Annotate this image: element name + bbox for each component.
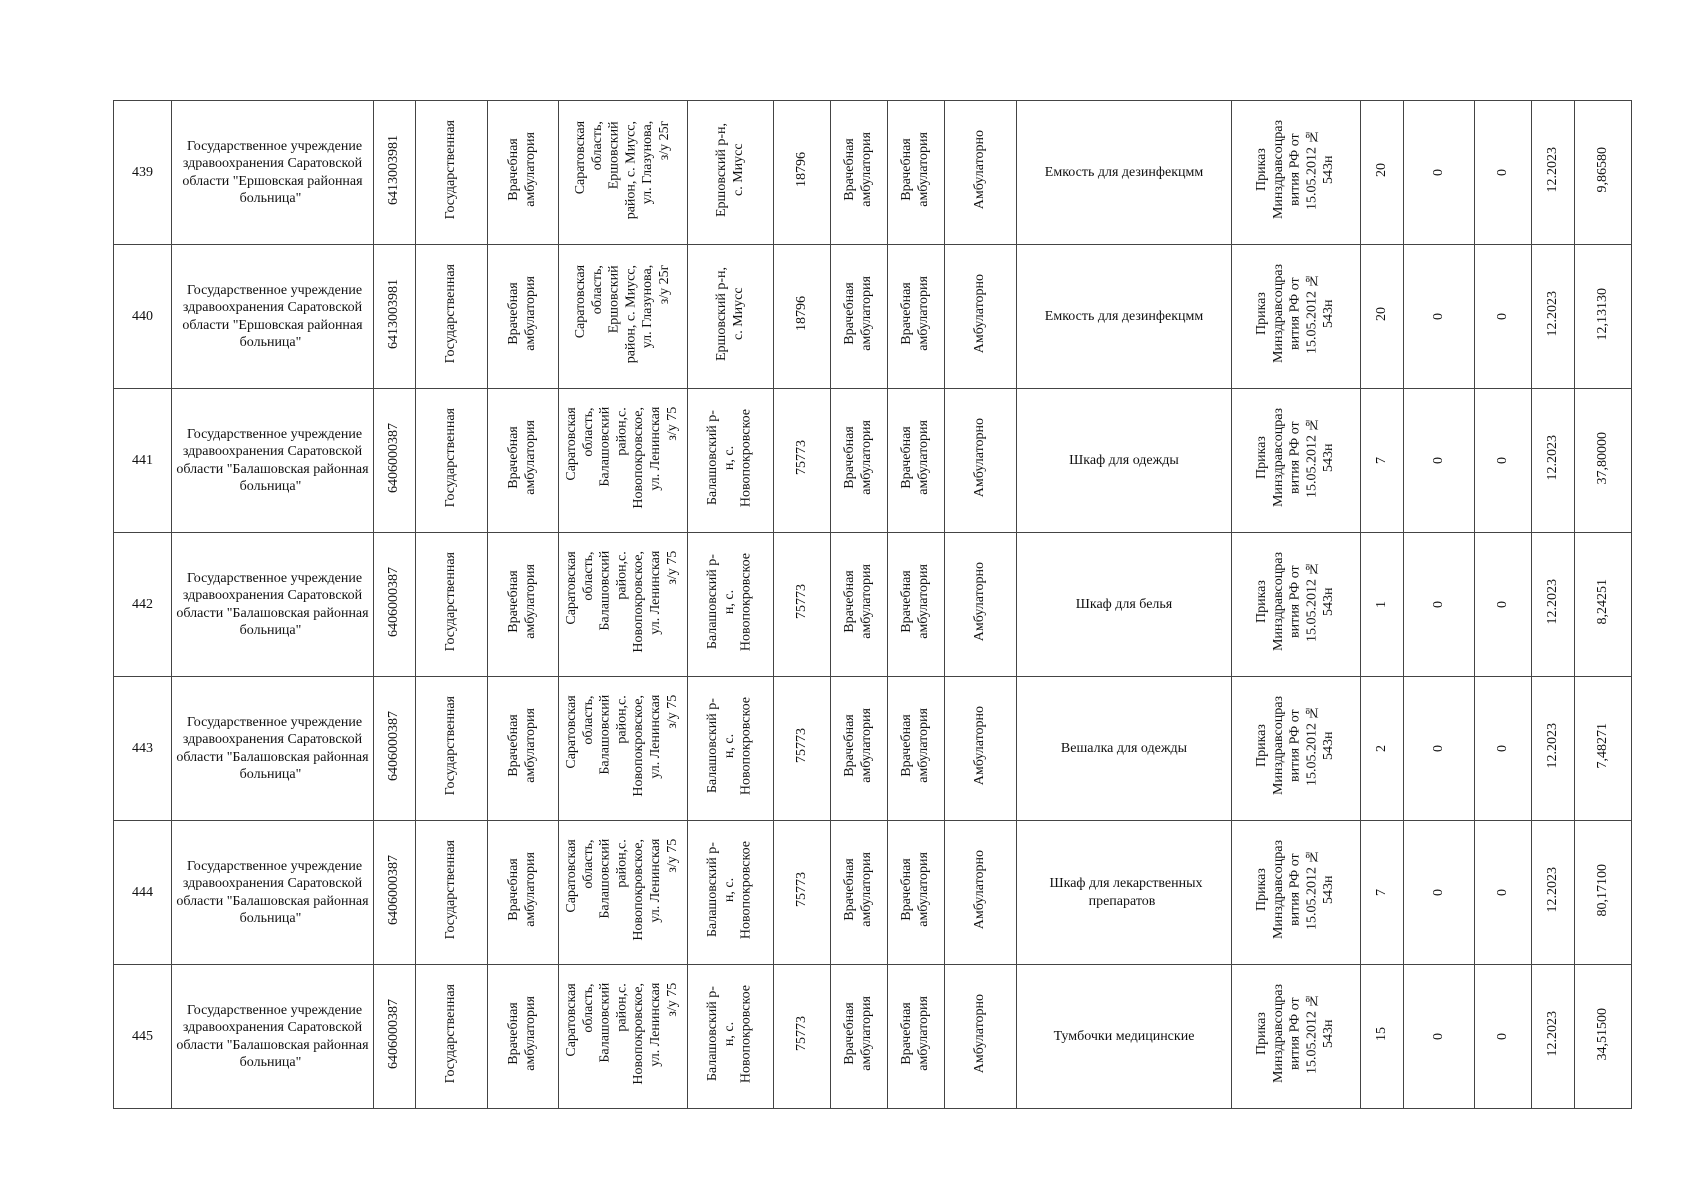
cost-value-cell (1575, 821, 1632, 965)
deficit-quantity: 0 (1494, 168, 1510, 176)
row-number-cell (114, 389, 172, 533)
equipment-table (113, 100, 1632, 1109)
equipment-name-cell (1017, 101, 1232, 245)
inn-code: 6406000387 (386, 566, 402, 637)
regulation-order: Приказ Минздравсоцраз вития РФ от 15.05.2012 № 543н (1254, 264, 1337, 364)
deficit-quantity: 0 (1494, 888, 1510, 896)
required-quantity: 20 (1373, 306, 1389, 321)
care-form: Амбулаторно (972, 130, 988, 210)
care-form-cell (945, 101, 1017, 245)
organization-name: Государственное учреждение здравоохранения Саратовской области "Балашовская районная больница" (176, 570, 369, 638)
required-quantity: 1 (1373, 600, 1389, 608)
ownership-type-cell (416, 965, 488, 1109)
table-row (114, 101, 1632, 245)
equipment-name: Шкаф для одежды (1069, 452, 1179, 468)
care-form: Амбулаторно (972, 562, 988, 642)
regulation-order: Приказ Минздравсоцраз вития РФ от 15.05.2012 № 543н (1254, 840, 1337, 940)
locality: Балашовский р- н, с. Новопокровское (705, 408, 754, 507)
oktmo-code: 75773 (793, 728, 809, 764)
delivery-date: 12.2023 (1544, 723, 1560, 769)
equipment-name: Вешалка для одежды (1060, 740, 1188, 756)
ownership-type: Государственная (443, 840, 459, 940)
cost-value: 9,86580 (1594, 147, 1610, 193)
cost-value: 37,80000 (1594, 431, 1610, 484)
available-quantity-cell (1404, 821, 1475, 965)
cost-value-cell (1575, 965, 1632, 1109)
unit-type-cell (831, 965, 888, 1109)
available-quantity: 0 (1430, 1032, 1446, 1040)
delivery-date-cell (1532, 965, 1575, 1109)
unit-type-cell (831, 677, 888, 821)
care-form-cell (945, 821, 1017, 965)
unit-subtype: Врачебная амбулатория (899, 132, 931, 208)
row-number: 445 (132, 1028, 153, 1044)
locality-cell (688, 965, 774, 1109)
locality-cell (688, 821, 774, 965)
inn-code: 6413003981 (386, 278, 402, 349)
inn-code: 6406000387 (386, 422, 402, 493)
organization-name-cell (172, 245, 374, 389)
care-form-cell (945, 245, 1017, 389)
delivery-date: 12.2023 (1544, 867, 1560, 913)
ownership-type-cell (416, 677, 488, 821)
oktmo-code: 75773 (793, 440, 809, 476)
row-number: 442 (132, 596, 153, 612)
oktmo-code: 75773 (793, 1016, 809, 1052)
cost-value-cell (1575, 101, 1632, 245)
facility-type: Врачебная амбулатория (506, 420, 538, 496)
ownership-type-cell (416, 389, 488, 533)
inn-code-cell (374, 533, 416, 677)
equipment-name: Емкость для дезинфекцмм (1044, 164, 1204, 180)
organization-name-cell (172, 677, 374, 821)
ownership-type: Государственная (443, 696, 459, 796)
available-quantity: 0 (1430, 888, 1446, 896)
locality: Балашовский р- н, с. Новопокровское (705, 840, 754, 939)
delivery-date-cell (1532, 677, 1575, 821)
ownership-type-cell (416, 101, 488, 245)
care-form-cell (945, 533, 1017, 677)
row-number-cell (114, 965, 172, 1109)
ownership-type: Государственная (443, 552, 459, 652)
facility-address: Саратовская область, Балашовский район,с. Новопокровское, ул. Ленинская з/у 75 (564, 694, 680, 797)
delivery-date: 12.2023 (1544, 435, 1560, 481)
unit-type: Врачебная амбулатория (842, 996, 874, 1072)
equipment-name-cell (1017, 245, 1232, 389)
delivery-date-cell (1532, 821, 1575, 965)
row-number-cell (114, 677, 172, 821)
regulation-order: Приказ Минздравсоцраз вития РФ от 15.05.2012 № 543н (1254, 984, 1337, 1084)
facility-type: Врачебная амбулатория (506, 852, 538, 928)
delivery-date-cell (1532, 389, 1575, 533)
facility-type: Врачебная амбулатория (506, 132, 538, 208)
oktmo-code-cell (774, 677, 831, 821)
cost-value-cell (1575, 245, 1632, 389)
facility-type-cell (488, 533, 559, 677)
required-quantity-cell (1361, 821, 1404, 965)
cost-value: 34,51500 (1594, 1007, 1610, 1060)
oktmo-code-cell (774, 245, 831, 389)
organization-name: Государственное учреждение здравоохранения Саратовской области "Ершовская районная больница" (182, 282, 363, 350)
locality: Ершовский р-н, с. Миусс (713, 266, 746, 361)
facility-address-cell (559, 677, 688, 821)
unit-type: Врачебная амбулатория (842, 420, 874, 496)
organization-name-cell (172, 389, 374, 533)
required-quantity-cell (1361, 245, 1404, 389)
deficit-quantity-cell (1475, 533, 1532, 677)
facility-address-cell (559, 101, 688, 245)
regulation-order-cell (1232, 389, 1361, 533)
available-quantity-cell (1404, 101, 1475, 245)
required-quantity-cell (1361, 101, 1404, 245)
required-quantity-cell (1361, 677, 1404, 821)
regulation-order-cell (1232, 245, 1361, 389)
cost-value: 8,24251 (1594, 579, 1610, 625)
unit-subtype: Врачебная амбулатория (899, 420, 931, 496)
unit-subtype-cell (888, 965, 945, 1109)
row-number-cell (114, 101, 172, 245)
regulation-order-cell (1232, 101, 1361, 245)
delivery-date-cell (1532, 101, 1575, 245)
organization-name: Государственное учреждение здравоохранения Саратовской области "Балашовская районная больница" (176, 1002, 369, 1070)
table-row (114, 389, 1632, 533)
facility-type: Врачебная амбулатория (506, 564, 538, 640)
locality-cell (688, 389, 774, 533)
inn-code-cell (374, 965, 416, 1109)
oktmo-code-cell (774, 533, 831, 677)
equipment-name-cell (1017, 965, 1232, 1109)
equipment-name-cell (1017, 677, 1232, 821)
unit-type: Врачебная амбулатория (842, 852, 874, 928)
organization-name: Государственное учреждение здравоохранения Саратовской области "Балашовская районная больница" (176, 858, 369, 926)
delivery-date-cell (1532, 533, 1575, 677)
row-number-cell (114, 245, 172, 389)
regulation-order-cell (1232, 821, 1361, 965)
regulation-order-cell (1232, 533, 1361, 677)
equipment-name: Шкаф для белья (1075, 596, 1173, 612)
equipment-name-cell (1017, 533, 1232, 677)
facility-address: Саратовская область, Ершовский район, с. Миусс, ул. Глазунова, з/у 25г (572, 120, 672, 219)
row-number: 439 (132, 164, 153, 180)
inn-code-cell (374, 389, 416, 533)
care-form: Амбулаторно (972, 706, 988, 786)
regulation-order: Приказ Минздравсоцраз вития РФ от 15.05.2012 № 543н (1254, 120, 1337, 220)
available-quantity: 0 (1430, 168, 1446, 176)
deficit-quantity-cell (1475, 821, 1532, 965)
facility-address-cell (559, 533, 688, 677)
unit-subtype-cell (888, 245, 945, 389)
care-form-cell (945, 965, 1017, 1109)
delivery-date: 12.2023 (1544, 579, 1560, 625)
care-form: Амбулаторно (972, 274, 988, 354)
required-quantity: 15 (1373, 1026, 1389, 1041)
unit-subtype: Врачебная амбулатория (899, 276, 931, 352)
inn-code: 6406000387 (386, 998, 402, 1069)
inn-code: 6406000387 (386, 710, 402, 781)
facility-type-cell (488, 389, 559, 533)
unit-subtype-cell (888, 677, 945, 821)
available-quantity: 0 (1430, 312, 1446, 320)
ownership-type: Государственная (443, 120, 459, 220)
facility-address: Саратовская область, Балашовский район,с. Новопокровское, ул. Ленинская з/у 75 (564, 838, 680, 941)
row-number-cell (114, 533, 172, 677)
locality: Балашовский р- н, с. Новопокровское (705, 552, 754, 651)
cost-value-cell (1575, 677, 1632, 821)
required-quantity: 7 (1373, 888, 1389, 896)
deficit-quantity: 0 (1494, 456, 1510, 464)
deficit-quantity: 0 (1494, 1032, 1510, 1040)
unit-subtype: Врачебная амбулатория (899, 708, 931, 784)
facility-address: Саратовская область, Ершовский район, с. Миусс, ул. Глазунова, з/у 25г (572, 264, 672, 363)
row-number-cell (114, 821, 172, 965)
required-quantity-cell (1361, 965, 1404, 1109)
facility-type-cell (488, 677, 559, 821)
ownership-type: Государственная (443, 408, 459, 508)
delivery-date: 12.2023 (1544, 1011, 1560, 1057)
required-quantity-cell (1361, 389, 1404, 533)
locality: Балашовский р- н, с. Новопокровское (705, 696, 754, 795)
required-quantity: 7 (1373, 456, 1389, 464)
care-form: Амбулаторно (972, 850, 988, 930)
facility-type: Врачебная амбулатория (506, 996, 538, 1072)
row-number: 444 (132, 884, 153, 900)
unit-subtype: Врачебная амбулатория (899, 564, 931, 640)
available-quantity-cell (1404, 965, 1475, 1109)
oktmo-code-cell (774, 965, 831, 1109)
organization-name-cell (172, 821, 374, 965)
available-quantity-cell (1404, 677, 1475, 821)
cost-value: 7,48271 (1594, 723, 1610, 769)
inn-code: 6413003981 (386, 134, 402, 205)
available-quantity-cell (1404, 389, 1475, 533)
delivery-date: 12.2023 (1544, 291, 1560, 337)
table-row (114, 821, 1632, 965)
unit-type-cell (831, 245, 888, 389)
deficit-quantity: 0 (1494, 744, 1510, 752)
deficit-quantity: 0 (1494, 600, 1510, 608)
table-row (114, 965, 1632, 1109)
row-number: 441 (132, 452, 153, 468)
organization-name: Государственное учреждение здравоохранения Саратовской области "Балашовская районная больница" (176, 714, 369, 782)
oktmo-code: 18796 (793, 296, 809, 332)
available-quantity: 0 (1430, 600, 1446, 608)
available-quantity: 0 (1430, 744, 1446, 752)
facility-type: Врачебная амбулатория (506, 276, 538, 352)
regulation-order-cell (1232, 965, 1361, 1109)
organization-name-cell (172, 965, 374, 1109)
cost-value-cell (1575, 533, 1632, 677)
facility-type-cell (488, 965, 559, 1109)
equipment-name-cell (1017, 821, 1232, 965)
inn-code-cell (374, 101, 416, 245)
organization-name-cell (172, 533, 374, 677)
facility-address-cell (559, 245, 688, 389)
regulation-order-cell (1232, 677, 1361, 821)
facility-address: Саратовская область, Балашовский район,с. Новопокровское, ул. Ленинская з/у 75 (564, 550, 680, 653)
equipment-name: Шкаф для лекарственных препаратов (1049, 876, 1203, 909)
deficit-quantity-cell (1475, 965, 1532, 1109)
facility-type-cell (488, 101, 559, 245)
row-number: 440 (132, 308, 153, 324)
equipment-name: Емкость для дезинфекцмм (1044, 308, 1204, 324)
facility-type: Врачебная амбулатория (506, 708, 538, 784)
oktmo-code-cell (774, 101, 831, 245)
facility-address: Саратовская область, Балашовский район,с. Новопокровское, ул. Ленинская з/у 75 (564, 406, 680, 509)
unit-type-cell (831, 389, 888, 533)
unit-type: Врачебная амбулатория (842, 132, 874, 208)
cost-value: 12,13130 (1594, 287, 1610, 340)
facility-type-cell (488, 821, 559, 965)
required-quantity: 20 (1373, 162, 1389, 177)
unit-subtype-cell (888, 389, 945, 533)
care-form: Амбулаторно (972, 418, 988, 498)
unit-subtype-cell (888, 101, 945, 245)
locality-cell (688, 533, 774, 677)
deficit-quantity-cell (1475, 677, 1532, 821)
ownership-type: Государственная (443, 264, 459, 364)
regulation-order: Приказ Минздравсоцраз вития РФ от 15.05.2012 № 543н (1254, 408, 1337, 508)
required-quantity-cell (1361, 533, 1404, 677)
table-row (114, 245, 1632, 389)
care-form-cell (945, 677, 1017, 821)
care-form: Амбулаторно (972, 994, 988, 1074)
delivery-date: 12.2023 (1544, 147, 1560, 193)
required-quantity: 2 (1373, 744, 1389, 752)
unit-type: Врачебная амбулатория (842, 708, 874, 784)
unit-type: Врачебная амбулатория (842, 564, 874, 640)
unit-type-cell (831, 821, 888, 965)
locality-cell (688, 677, 774, 821)
equipment-name-cell (1017, 389, 1232, 533)
cost-value-cell (1575, 389, 1632, 533)
available-quantity-cell (1404, 533, 1475, 677)
unit-subtype-cell (888, 533, 945, 677)
inn-code-cell (374, 677, 416, 821)
ownership-type-cell (416, 533, 488, 677)
locality-cell (688, 245, 774, 389)
table-row (114, 533, 1632, 677)
organization-name-cell (172, 101, 374, 245)
facility-address-cell (559, 821, 688, 965)
unit-subtype-cell (888, 821, 945, 965)
oktmo-code-cell (774, 821, 831, 965)
oktmo-code: 18796 (793, 152, 809, 188)
deficit-quantity: 0 (1494, 312, 1510, 320)
deficit-quantity-cell (1475, 245, 1532, 389)
locality: Ершовский р-н, с. Миусс (713, 122, 746, 217)
deficit-quantity-cell (1475, 101, 1532, 245)
facility-address-cell (559, 965, 688, 1109)
available-quantity: 0 (1430, 456, 1446, 464)
available-quantity-cell (1404, 245, 1475, 389)
ownership-type-cell (416, 821, 488, 965)
equipment-name: Тумбочки медицинские (1053, 1028, 1195, 1044)
unit-type-cell (831, 101, 888, 245)
unit-subtype: Врачебная амбулатория (899, 996, 931, 1072)
locality: Балашовский р- н, с. Новопокровское (705, 984, 754, 1083)
unit-type-cell (831, 533, 888, 677)
unit-type: Врачебная амбулатория (842, 276, 874, 352)
cost-value: 80,17100 (1594, 863, 1610, 916)
table-row (114, 677, 1632, 821)
row-number: 443 (132, 740, 153, 756)
ownership-type: Государственная (443, 984, 459, 1084)
regulation-order: Приказ Минздравсоцраз вития РФ от 15.05.2012 № 543н (1254, 552, 1337, 652)
organization-name: Государственное учреждение здравоохранения Саратовской области "Ершовская районная больница" (182, 138, 363, 206)
facility-address: Саратовская область, Балашовский район,с. Новопокровское, ул. Ленинская з/у 75 (564, 982, 680, 1085)
unit-subtype: Врачебная амбулатория (899, 852, 931, 928)
deficit-quantity-cell (1475, 389, 1532, 533)
locality-cell (688, 101, 774, 245)
inn-code-cell (374, 245, 416, 389)
oktmo-code: 75773 (793, 872, 809, 908)
facility-type-cell (488, 245, 559, 389)
organization-name: Государственное учреждение здравоохранения Саратовской области "Балашовская районная больница" (176, 426, 369, 494)
inn-code-cell (374, 821, 416, 965)
delivery-date-cell (1532, 245, 1575, 389)
oktmo-code: 75773 (793, 584, 809, 620)
regulation-order: Приказ Минздравсоцраз вития РФ от 15.05.2012 № 543н (1254, 696, 1337, 796)
ownership-type-cell (416, 245, 488, 389)
facility-address-cell (559, 389, 688, 533)
inn-code: 6406000387 (386, 854, 402, 925)
oktmo-code-cell (774, 389, 831, 533)
care-form-cell (945, 389, 1017, 533)
